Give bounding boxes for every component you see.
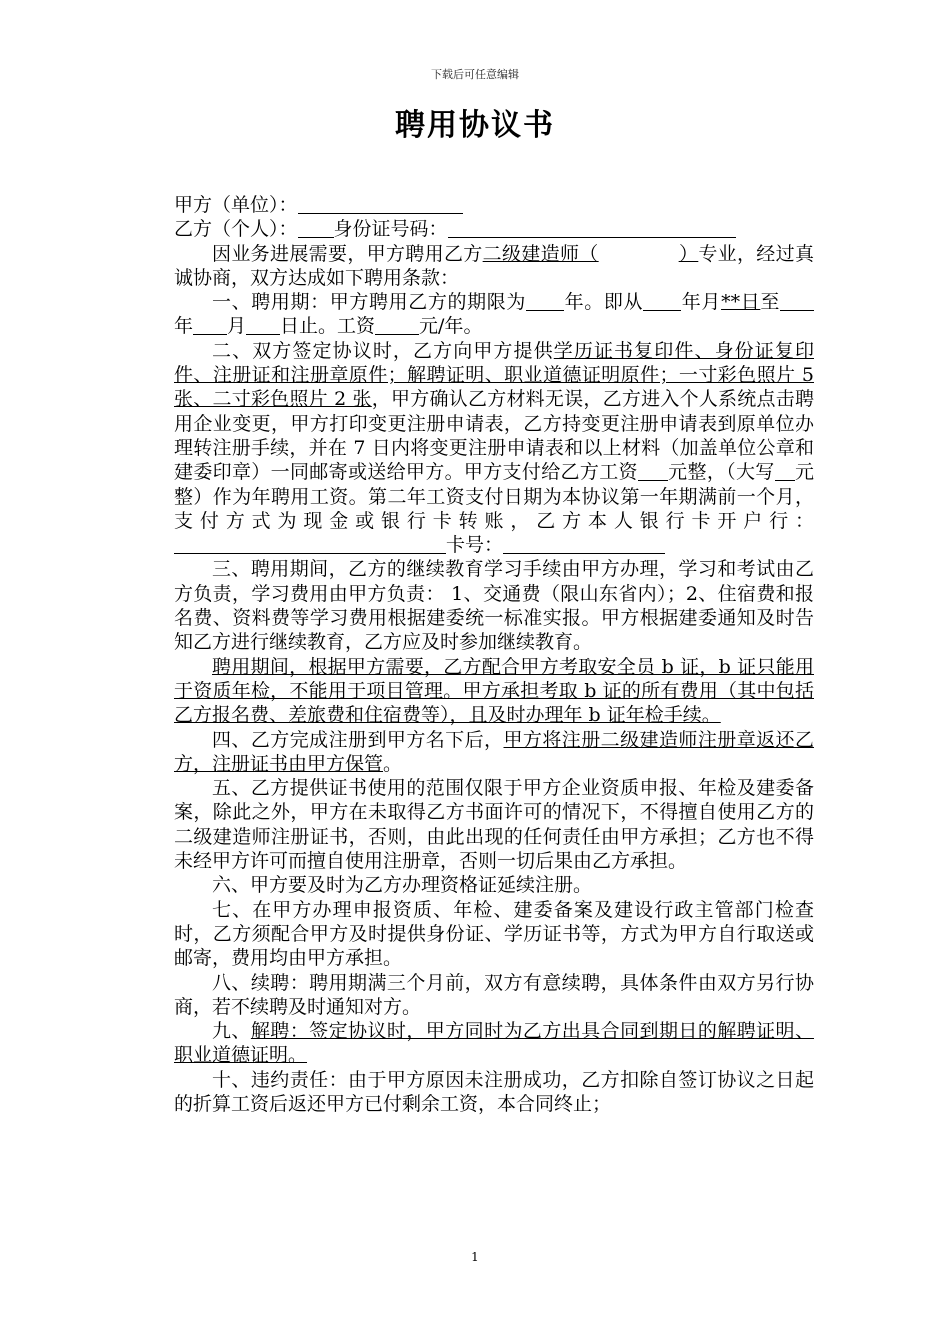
wage-blank[interactable] (638, 462, 668, 481)
clause-2: 二、双方签定协议时，乙方向甲方提供学历证书复印件、身份证复印件、注册证和注册章原件；解聘证明、职业道德证明原件；一寸彩色照片 5 张、二寸彩色照片 2 张，甲方确认乙方材料无误，乙方进入个人系统点击聘用企业变更，甲方打印变更注册申请表，乙方持变更注册申请表到原单位办理转注册手续，并在 7 日内将变更注册申请表和以上材料（加盖单位公章和建委印章）一同邮寄或送给甲方。甲方支付给乙方工资 元整，（大写 元整）作为年聘用工资。第二年工资支付日期为本协议第一年期满前一个月，支付方式为现金或银行卡转账，乙方本人银行卡开户行：卡号： (174, 339, 814, 557)
id-number-blank[interactable] (448, 219, 736, 238)
document-title: 聘用协议书 (395, 108, 555, 143)
party-b-name-blank[interactable] (298, 219, 334, 238)
end-month-blank[interactable] (193, 316, 227, 335)
id-number-label: 身份证号码： (333, 218, 448, 241)
party-a-blank[interactable] (298, 195, 463, 214)
intro-specialty: 二级建造师（ ） (482, 242, 699, 265)
salary-blank[interactable] (375, 316, 419, 335)
bank-blank[interactable] (174, 535, 446, 554)
clause-3: 三、聘用期间，乙方的继续教育学习手续由甲方办理，学习和考试由乙方负责，学习费用由甲方负责： 1、交通费（限山东省内）；2、住宿费和报名费、资料费等学习费用根据建委统一标准实报。甲方根据建委通知及时告知乙方进行继续教育，乙方应及时参加继续教育。 (174, 558, 814, 654)
clause-9: 九、解聘：签定协议时，甲方同时为乙方出具合同到期日的解聘证明、职业道德证明。 (174, 1020, 814, 1067)
end-year-blank[interactable] (780, 292, 814, 311)
party-a-label: 甲方（单位）： (174, 194, 298, 216)
required-documents: 学历证书复印件、身份证复印件、注册证和注册章原件；解聘证明、职业道德证明原件；一寸彩色照片 5 张、二寸彩色照片 2 张 (174, 339, 814, 411)
clause-8: 八、续聘：聘用期满三个月前，双方有意续聘，具体条件由双方另行协商，若不续聘及时通知对方。 (174, 971, 814, 1018)
clause-5: 五、乙方提供证书使用的范围仅限于甲方企业资质申报、年检及建委备案，除此之外，甲方在未取得乙方书面许可的情况下，不得擅自使用乙方的二级建造师注册证书，否则，由此出现的任何责任由甲方承担；乙方也不得未经甲方许可而擅自使用注册章，否则一切后果由乙方承担。 (174, 777, 814, 873)
intro-paragraph: 因业务进展需要，甲方聘用乙方二级建造师（ ）专业，经过真诚协商，双方达成如下聘用条款： (174, 242, 814, 289)
card-number-blank[interactable] (503, 535, 665, 554)
header-note: 下载后可任意编辑 (431, 68, 519, 81)
party-b-label: 乙方（个人）： (174, 218, 298, 241)
clause-7: 七、在甲方办理申报资质、年检、建委备案及建设行政主管部门检查时，乙方须配合甲方及时提供身份证、学历证书等，方式为甲方自行取送或邮寄，费用均由甲方承担。 (174, 898, 814, 970)
clause-10: 十、违约责任：由于甲方原因未注册成功，乙方扣除自签订协议之日起的折算工资后返还甲方已付剩余工资，本合同终止； (174, 1068, 814, 1115)
wage-uppercase-blank[interactable] (775, 462, 795, 481)
clause-3-extra: 聘用期间，根据甲方需要，乙方配合甲方考取安全员 b 证，b 证只能用于资质年检，不能用于项目管理。甲方承担考取 b 证的所有费用（其中包括乙方报名费、差旅费和住宿费等），且及时办理年 b 证年检手续。 (174, 655, 814, 727)
page-number: 1 (471, 1250, 479, 1264)
end-day-blank[interactable] (246, 316, 280, 335)
clause-6: 六、甲方要及时为乙方办理资格证延续注册。 (212, 874, 593, 897)
start-year-blank[interactable] (643, 292, 681, 311)
clause-1: 一、聘用期：甲方聘用乙方的期限为 年。即从 年月**日至年 月 日止。工资 元/年。 (174, 290, 814, 339)
start-day: **日 (721, 291, 761, 314)
party-a-line (174, 193, 814, 217)
clause-4: 四、乙方完成注册到甲方名下后，甲方将注册二级建造师注册章返还乙方，注册证书由甲方保管。 (174, 728, 814, 775)
years-blank[interactable] (526, 292, 564, 311)
party-b-line (174, 217, 814, 241)
document-body (174, 193, 814, 1116)
